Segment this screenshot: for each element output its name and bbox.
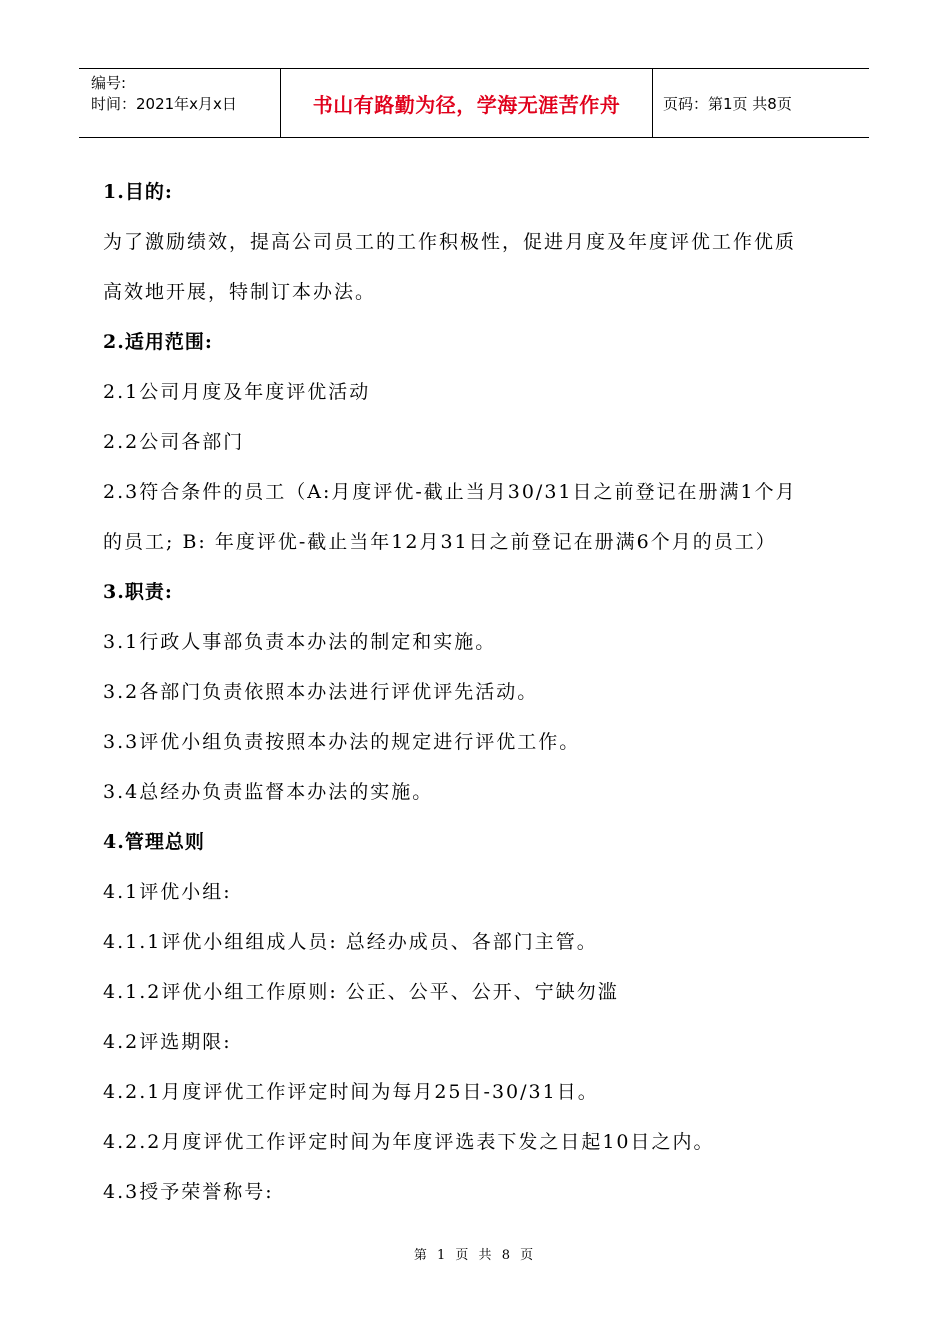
document-body [103, 167, 843, 1217]
section-heading: 1.目的: [103, 181, 173, 203]
header-page-info: 页码：第1页 共8页 [663, 94, 792, 113]
body-line: 的员工; B: 年度评优-截止当年12月31日之前登记在册满6个月的员工） [103, 531, 777, 553]
body-line: 2.3符合条件的员工（A:月度评优-截止当月30/31日之前登记在册满1个月 [103, 481, 797, 503]
body-line: 4.1评优小组: [103, 881, 232, 903]
document-number-label: 编号: [91, 74, 127, 92]
header-motto: 书山有路勤为径，学海无涯苦作舟 [281, 69, 653, 137]
body-line: 3.3评优小组负责按照本办法的规定进行评优工作。 [103, 731, 581, 753]
body-line: 3.1行政人事部负责本办法的制定和实施。 [103, 631, 497, 653]
body-line: 4.1.2评优小组工作原则: 公正、公平、公开、宁缺勿滥 [103, 981, 619, 1003]
body-line: 4.1.1评优小组组成人员: 总经办成员、各部门主管。 [103, 931, 598, 953]
page-header [79, 68, 869, 138]
section-heading: 3.职责: [103, 581, 173, 603]
section-heading: 4.管理总则 [103, 831, 205, 853]
body-line: 3.4总经办负责监督本办法的实施。 [103, 781, 434, 803]
document-date: 时间：2021年x月x日 [91, 95, 237, 113]
body-line: 为了激励绩效，提高公司员工的工作积极性，促进月度及年度评优工作优质 [103, 231, 797, 253]
body-line: 4.2.1月度评优工作评定时间为每月25日-30/31日。 [103, 1081, 599, 1103]
page-footer: 第 1 页 共 8 页 [413, 1248, 537, 1263]
body-line: 2.2公司各部门 [103, 431, 245, 453]
body-line: 4.2评选期限: [103, 1031, 232, 1053]
body-line: 4.2.2月度评优工作评定时间为年度评选表下发之日起10日之内。 [103, 1131, 715, 1153]
body-line: 4.3授予荣誉称号: [103, 1181, 274, 1203]
body-line: 2.1公司月度及年度评优活动 [103, 381, 371, 403]
body-line: 3.2各部门负责依照本办法进行评优评先活动。 [103, 681, 539, 703]
section-heading: 2.适用范围: [103, 331, 213, 353]
header-meta [79, 69, 281, 137]
body-line: 高效地开展，特制订本办法。 [103, 281, 377, 303]
